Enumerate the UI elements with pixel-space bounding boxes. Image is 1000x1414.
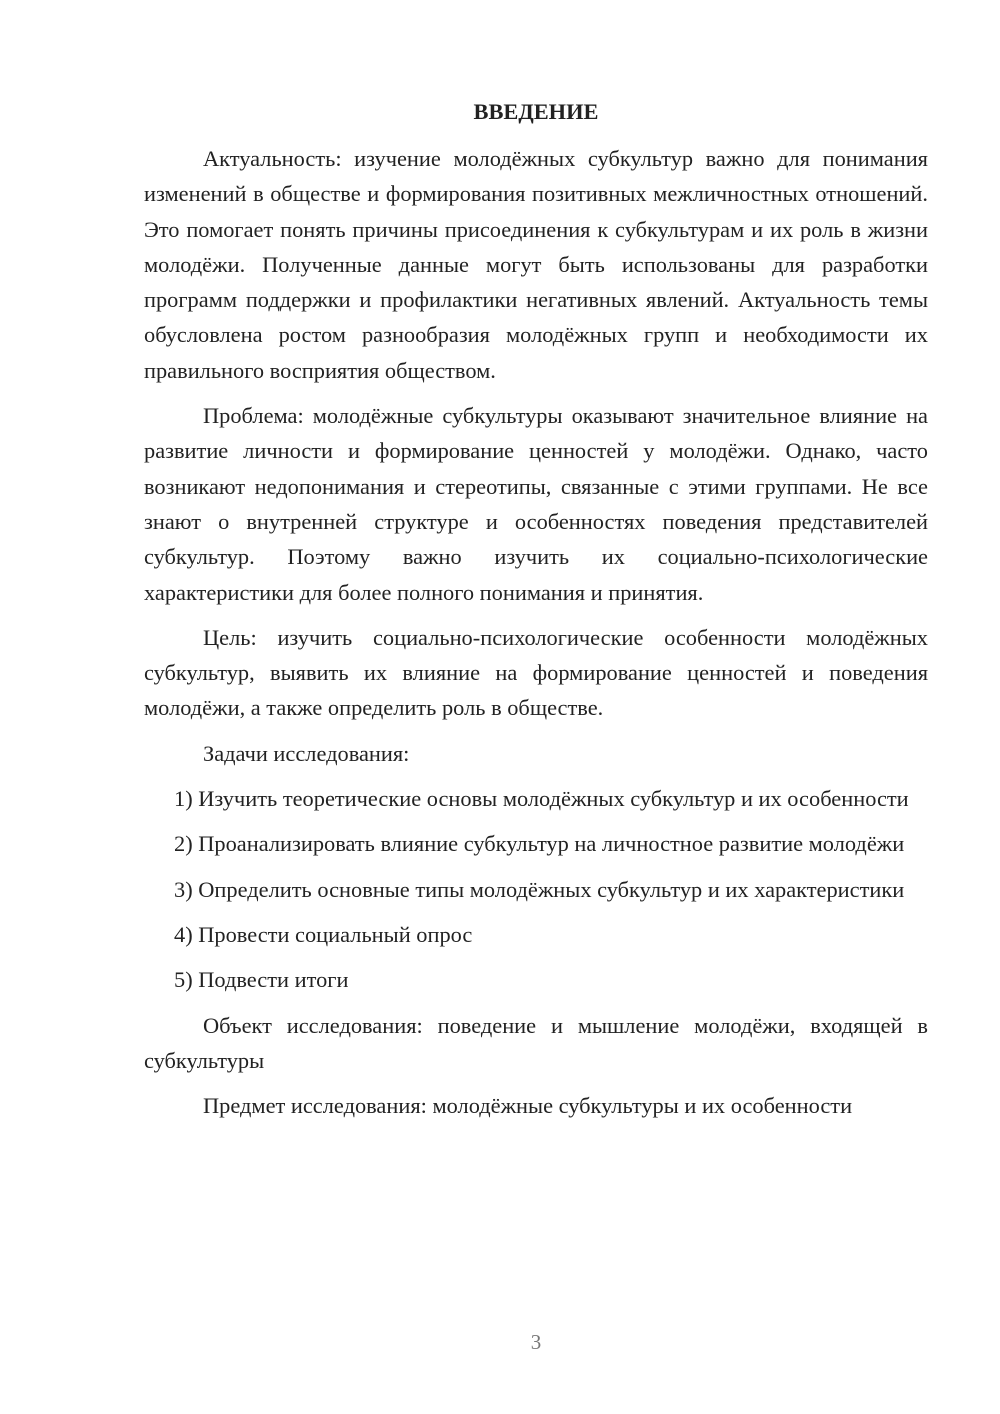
tasks-heading: Задачи исследования: xyxy=(203,740,410,766)
page-content xyxy=(144,94,928,1133)
task-item: 1) Изучить теоретические основы молодёжных субкультур и их особенности xyxy=(174,786,909,812)
task-item: 2) Проанализировать влияние субкультур на личностное развитие молодёжи xyxy=(174,831,905,857)
goal-paragraph: Цель: изучить социально-психологические особенности молодёжных субкультур, выявить их влияние на формирование ценностей и поведения молодёжи, а также определить роль в обществе. xyxy=(144,624,928,721)
research-object-paragraph: Объект исследования: поведение и мышление молодёжи, входящей в субкультуры xyxy=(144,1012,928,1073)
task-item: 4) Провести социальный опрос xyxy=(174,921,473,947)
problem-paragraph: Проблема: молодёжные субкультуры оказывают значительное влияние на развитие личности и формирование ценностей у молодёжи. Однако, часто возникают недопонимания и стереотипы, связанные с этими группами. Не все знают о внутренней структуре и особенностях поведения представителей субкультур. Поэтому важно изучить их социально-психологические характеристики для более полного понимания и принятия. xyxy=(144,403,928,605)
page-title: ВВЕДЕНИЕ xyxy=(473,99,599,124)
research-subject-paragraph: Предмет исследования: молодёжные субкультуры и их особенности xyxy=(203,1093,853,1119)
page-number: 3 xyxy=(530,1330,542,1354)
task-item: 5) Подвести итоги xyxy=(174,967,349,993)
task-item: 3) Определить основные типы молодёжных субкультур и их характеристики xyxy=(174,876,905,902)
relevance-paragraph: Актуальность: изучение молодёжных субкультур важно для понимания изменений в обществе и формирования позитивных межличностных отношений. Это помогает понять причины присоединения к субкультурам и их роль в жизни молодёжи. Полученные данные могут быть использованы для разработки программ поддержки и профилактики негативных явлений. Актуальность темы обусловлена ростом разнообразия молодёжных групп и необходимости их правильного восприятия обществом. xyxy=(144,146,928,383)
